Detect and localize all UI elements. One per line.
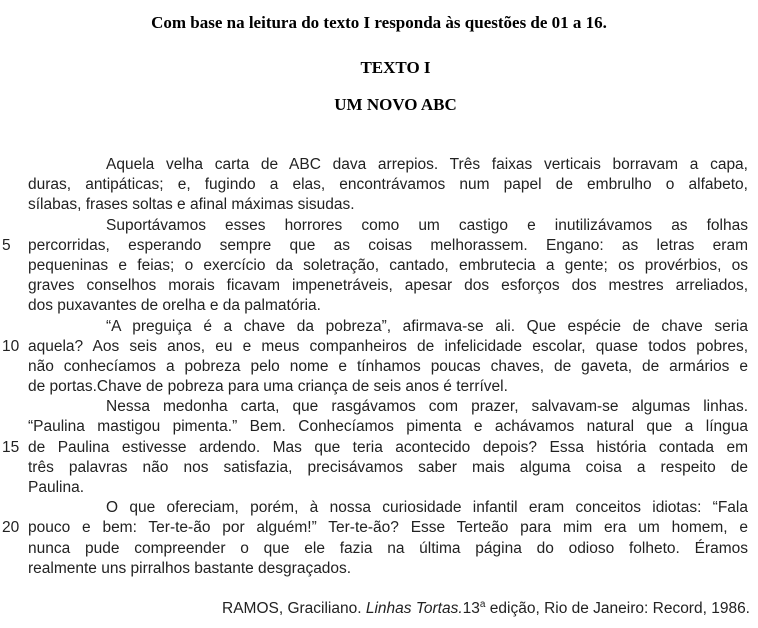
text-line: O que ofereciam, porém, à nossa curiosidade infantil eram conceitos idiotas: “Fala <box>106 499 748 517</box>
text-line: 10 aquela? Aos seis anos, eu e meus companheiros de infelicidade escolar, quase todos pobres, <box>28 337 748 357</box>
text-title: UM NOVO ABC <box>334 95 457 114</box>
citation-edition-number: 13 <box>462 599 480 617</box>
citation-publisher: edição, Rio de Janeiro: Record, 1986. <box>485 599 750 617</box>
text-line: de portas.Chave de pobreza para uma criança de seis anos é terrível. <box>28 378 508 396</box>
citation-author: RAMOS, Graciliano. <box>222 599 366 617</box>
citation-book-title: Linhas Tortas. <box>365 599 463 617</box>
text-line: sílabas, frases soltas e afinal máximas sisudas. <box>28 196 355 214</box>
text-line: três palavras não nos satisfazia, precisávamos saber mais alguma coisa a respeito de <box>28 458 748 476</box>
text-line: 20 pouco e bem: Ter-te-ão por alguém!” Ter-te-ão? Esse Terteão para mim era um homem, e <box>28 518 748 538</box>
text-line: Nessa medonha carta, que rasgávamos com prazer, salvavam-se algumas linhas. <box>106 398 748 416</box>
text-line: realmente uns pirralhos bastante desgraçados. <box>28 559 352 577</box>
instruction-heading: Com base na leitura do texto I responda às questões de 01 a 16. <box>151 13 607 32</box>
line-number: 20 <box>2 519 20 537</box>
text-line: Aquela velha carta de ABC dava arrepios. Três faixas verticais borravam a capa, <box>106 156 748 173</box>
text-line: pequeninas e feias; o exercício da soletração, cantado, embrutecia a gente; os provérbios, os <box>28 256 748 274</box>
text-line: graves conselhos morais ficavam impenetráveis, apesar dos esforços dos mestres arreliados, <box>28 277 748 295</box>
citation <box>0 599 758 618</box>
text-line: não conhecíamos a pobreza pelo nome e tínhamos poucas chaves, de gaveta, de armários e <box>28 357 748 375</box>
section-title: TEXTO I <box>360 58 431 77</box>
text-line: “Paulina mastigou pimenta.” Bem. Conhecíamos pimenta e achávamos natural que a língua <box>28 418 748 436</box>
text-line: 15 de Paulina estivesse ardendo. Mas que teria acontecido depois? Essa história contada em <box>28 438 748 458</box>
text-line: duras, antipáticas; e, fugindo a elas, encontrávamos num papel de embrulho o alfabeto, <box>28 176 748 194</box>
text-line: Paulina. <box>28 479 85 496</box>
citation-edition-superscript: a <box>479 598 486 610</box>
line-number: 10 <box>2 337 20 355</box>
text-body <box>0 155 758 579</box>
text-line: nunca pude compreender o que ele fazia na última página do odioso folheto. Éramos <box>28 539 748 557</box>
text-line: Suportávamos esses horrores como um castigo e inutilizávamos as folhas <box>106 216 748 234</box>
text-line: dos puxavantes de orelha e da palmatória. <box>28 297 321 315</box>
text-line: “A preguiça é a chave da pobreza”, afirmava-se ali. Que espécie de chave seria <box>106 317 748 335</box>
text-line: 5 percorridas, esperando sempre que as coisas melhorassem. Engano: as letras eram <box>28 236 748 256</box>
line-number: 15 <box>2 438 20 456</box>
line-number: 5 <box>2 236 11 254</box>
